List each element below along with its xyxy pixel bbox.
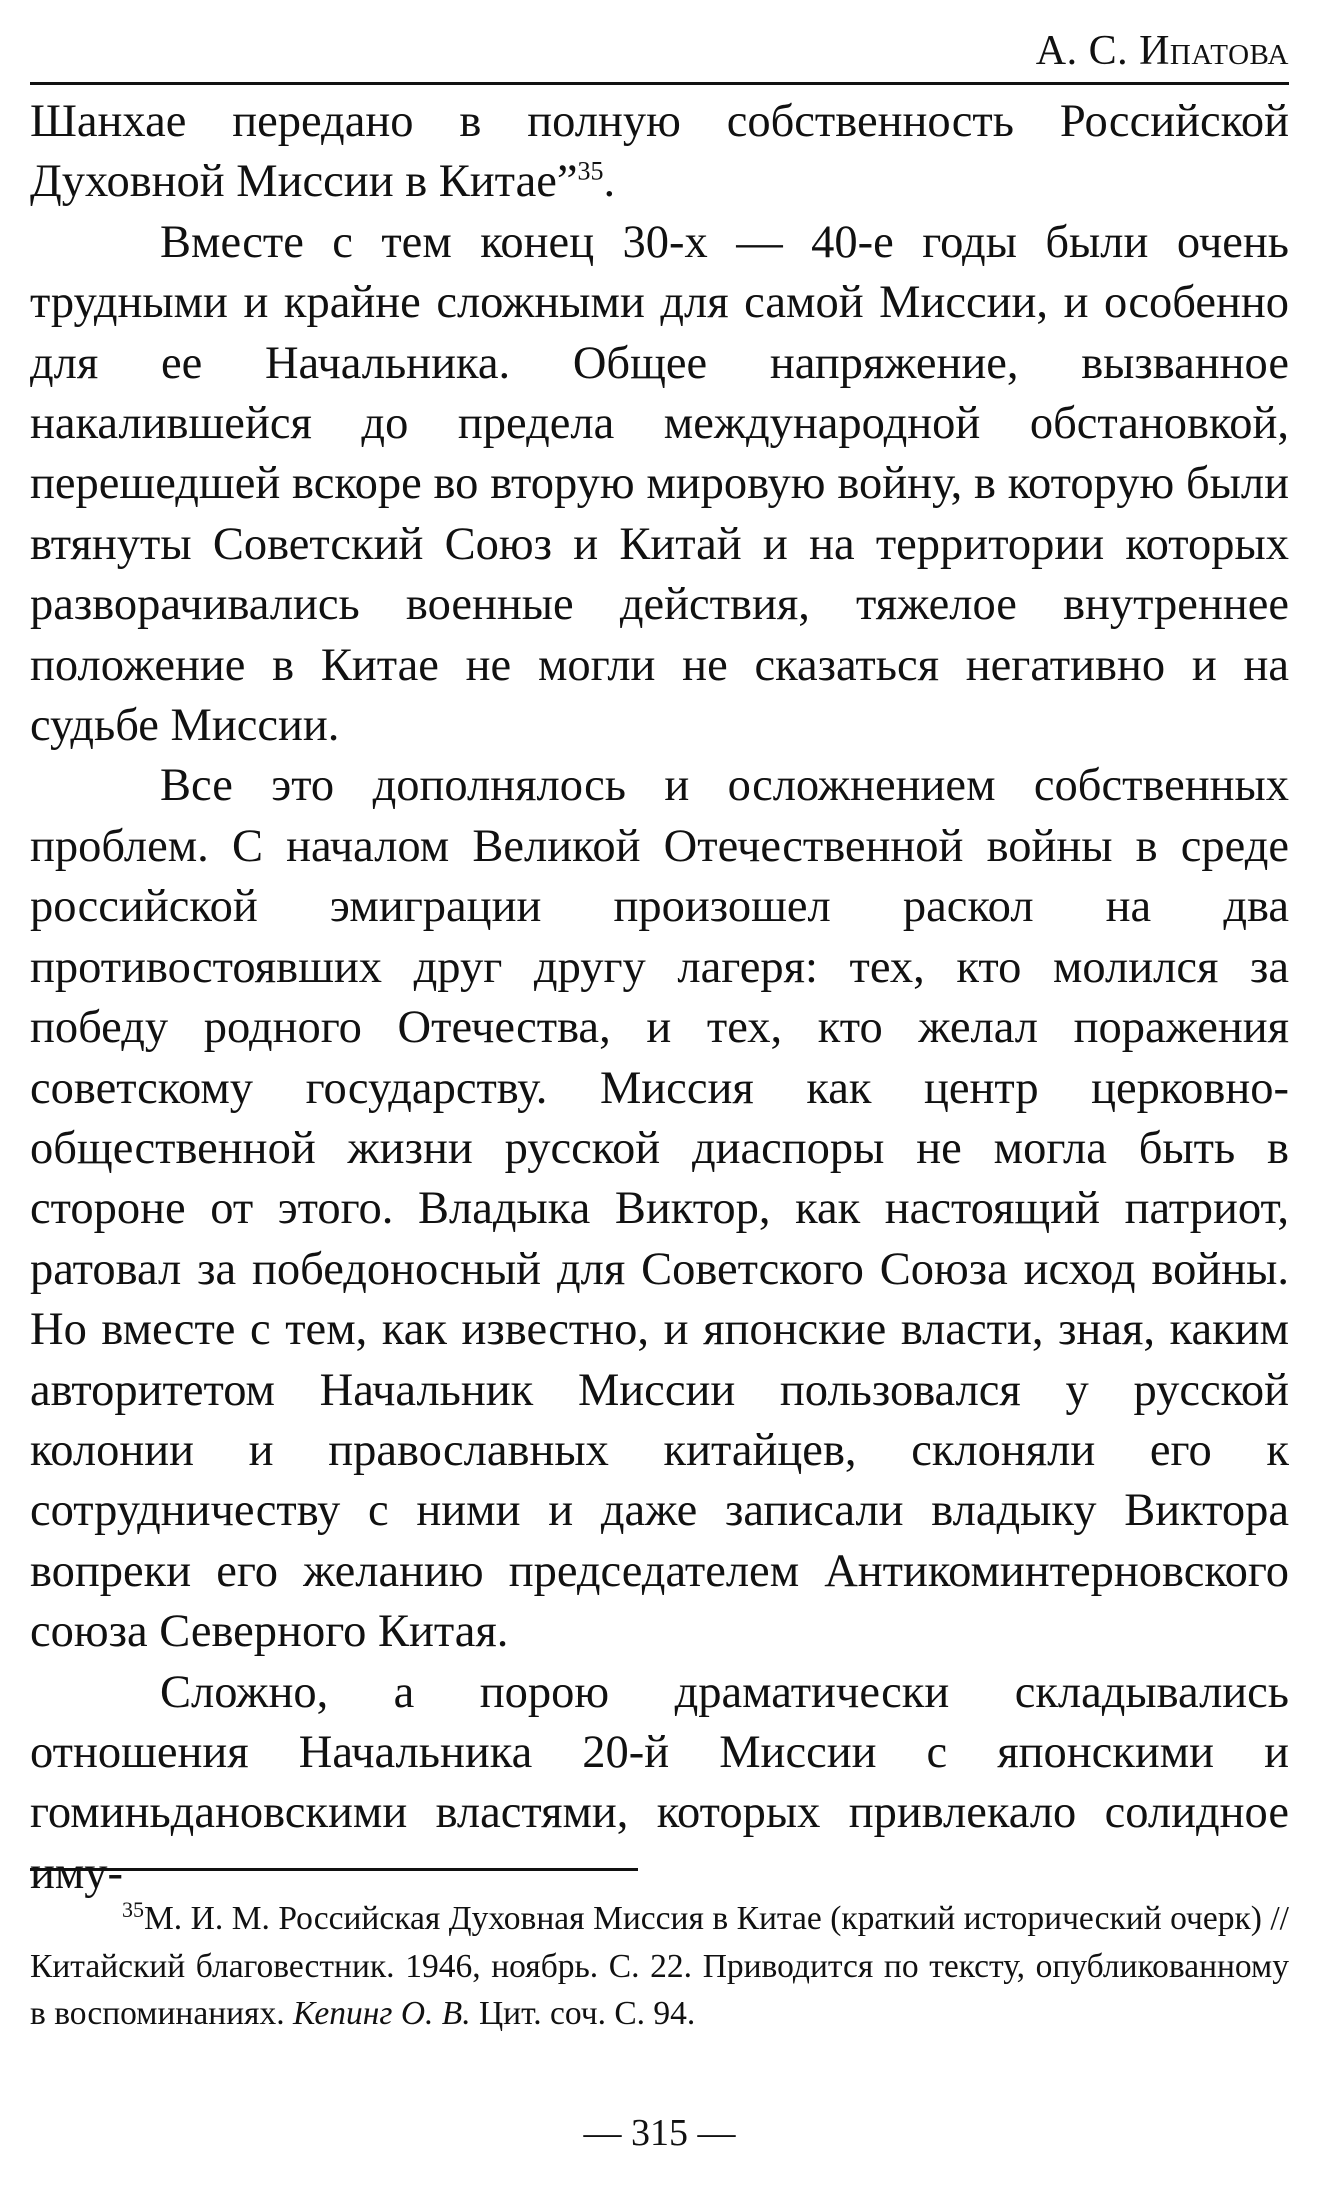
paragraph-4: Сложно, а порою драматически складывались отношения Начальника 20-й Миссии с японскими и гоминьдановскими властями, которых привлекало солидное иму-	[30, 1666, 1289, 1899]
footnote-separator	[30, 1868, 638, 1871]
footnote-number: 35	[122, 1896, 144, 1922]
body-text	[30, 92, 1289, 1904]
footnote-text: М. И. М. Российская Духовная Миссия в Китае (краткий исторический очерк) // Китайский благовестник. 1946, ноябрь. С. 22. Приводится по тексту, опубликованному в воспоминаниях.	[30, 1900, 1289, 2032]
running-head-surname: Ипатова	[1139, 28, 1289, 74]
running-head	[30, 20, 1289, 85]
footnote-reference-35[interactable]: 35	[577, 156, 604, 186]
paragraph-2: Вместе с тем конец 30-х — 40-е годы были очень трудными и крайне сложными для самой Миссии, и особенно для ее Начальника. Общее напряжение, вызванное накалившейся до предела международной обстановкой, перешедшей вскоре во вторую мировую войну, в которую были втянуты Советский Союз и Китай и на территории которых разворачивались военные действия, тяжелое внутреннее положение в Китае не могли не сказаться негативно и на судьбе Миссии.	[30, 216, 1289, 752]
footnote-35	[30, 1895, 1289, 2038]
paragraph-1	[30, 92, 1289, 213]
paragraph-1-end: .	[603, 156, 616, 208]
footnote-italic-author: Кепинг О. В.	[292, 1995, 471, 2032]
footnote-text-end: Цит. соч. С. 94.	[470, 1995, 696, 2032]
running-head-initials: А. С.	[1035, 28, 1129, 74]
page-number: — 315 —	[583, 2112, 736, 2154]
paragraph-3: Все это дополнялось и осложнением собственных проблем. С началом Великой Отечественной войны в среде российской эмиграции произошел раскол на два противостоявших друг другу лагеря: тех, кто молился за победу родного Отечества, и тех, кто желал поражения советскому государству. Миссия как центр церковно-общественной жизни русской диаспоры не могла быть в стороне от этого. Владыка Виктор, как настоящий патриот, ратовал за победоносный для Советского Союза исход войны. Но вместе с тем, как известно, и японские власти, зная, каким авторитетом Начальник Миссии пользовался у русской колонии и православных китайцев, склоняли его к сотрудничеству с ними и даже записали владыку Виктора вопреки его желанию председателем Антикоминтерновского союза Северного Китая.	[30, 760, 1289, 1658]
paragraph-1-text: Шанхае передано в полную собственность Российской Духовной Миссии в Китае”	[30, 96, 1289, 208]
